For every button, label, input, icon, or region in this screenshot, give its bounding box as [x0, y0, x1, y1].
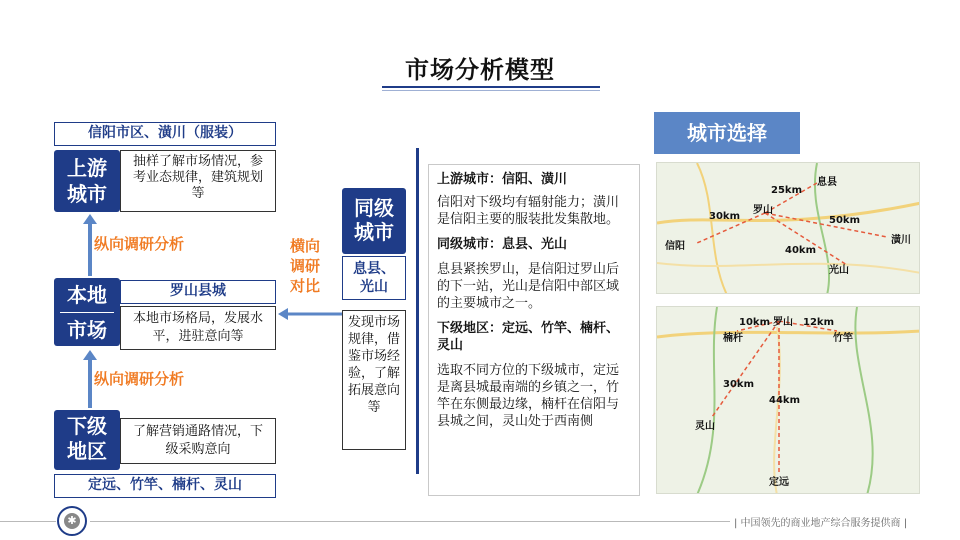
city-select-header: 城市选择	[654, 112, 800, 154]
vertical-analysis-label-bottom: 纵向调研分析	[94, 370, 185, 388]
map1-label-25km: 25km	[771, 185, 802, 196]
map1-label-50km: 50km	[829, 215, 860, 226]
map1-label-40km: 40km	[785, 245, 816, 256]
page-title: 市场分析模型	[405, 56, 555, 84]
local-tag-line2: 市场	[67, 318, 107, 342]
map2-label-dingyuan: 定远	[769, 477, 789, 488]
map-lower-level	[656, 306, 920, 494]
upstream-description: 抽样了解市场情况，参考业态规律，建筑规划等	[120, 150, 276, 212]
footer-line-left	[0, 521, 56, 522]
upstream-heading: 上游城市：信阳、潢川	[437, 172, 568, 187]
map2-label-lingshan: 灵山	[695, 421, 715, 432]
column-divider	[416, 148, 419, 474]
arrow-left-icon	[278, 304, 344, 324]
same-level-heading: 同级城市：息县、光山	[437, 237, 568, 252]
map2-label-nangan: 楠杆	[723, 333, 743, 344]
local-banner: 罗山县城	[120, 280, 276, 304]
upstream-tag: 上游 城市	[54, 150, 120, 212]
upstream-banner: 信阳市区、潢川（服装）	[54, 122, 276, 146]
map2-label-12km: 12km	[803, 317, 834, 328]
map-1-roads	[657, 163, 920, 294]
footer-logo-icon: ✱	[64, 513, 80, 529]
same-level-description: 发现市场规律，借鉴市场经验，了解拓展意向等	[342, 310, 406, 450]
map-upstream-same	[656, 162, 920, 294]
map2-label-luoshan: 罗山	[773, 317, 793, 328]
same-level-tag: 同级 城市	[342, 188, 406, 254]
lower-paragraph: 选取不同方位的下级城市，定远是离县城最南端的乡镇之一，竹竿在东侧最边缘，楠杆在信阳与县城之间，灵山处于西南侧	[437, 363, 620, 429]
lower-banner: 定远、竹竿、楠杆、灵山	[54, 474, 276, 498]
map2-label-10km: 10km	[739, 317, 770, 328]
footer-line-right	[90, 521, 730, 522]
title-underline-thin	[382, 90, 600, 91]
footer-logo	[57, 506, 87, 536]
map1-label-huangchuan: 潢川	[891, 235, 911, 246]
map1-label-30km: 30km	[709, 211, 740, 222]
map2-label-44km: 44km	[769, 395, 800, 406]
local-tag-line1: 本地	[67, 283, 107, 307]
title-underline	[382, 86, 600, 88]
same-level-cities: 息县、 光山	[342, 256, 406, 300]
footer-tagline: | 中国领先的商业地产综合服务提供商 |	[734, 518, 908, 529]
map1-label-xixian: 息县	[817, 177, 837, 188]
lower-tag: 下级 地区	[54, 410, 120, 470]
same-level-paragraph: 息县紧挨罗山，是信阳过罗山后的下一站，光山是信阳中部区域的主要城市之一。	[437, 262, 620, 311]
map1-label-xinyang: 信阳	[665, 241, 685, 252]
map2-label-30km: 30km	[723, 379, 754, 390]
text-panel	[428, 164, 640, 496]
upstream-paragraph: 信阳对下级均有辐射能力；潢川是信阳主要的服装批发集散地。	[437, 195, 620, 227]
vertical-analysis-label-top: 纵向调研分析	[94, 235, 185, 253]
lower-description: 了解营销通路情况，下级采购意向	[120, 418, 276, 464]
horizontal-analysis-label: 横向 调研 对比	[289, 237, 320, 295]
local-description: 本地市场格局，发展水平，进驻意向等	[120, 306, 276, 350]
map1-label-luoshan: 罗山	[753, 205, 773, 216]
lower-heading: 下级地区：定远、竹竿、楠杆、灵山	[437, 321, 620, 353]
map1-label-guangshan: 光山	[829, 265, 849, 276]
local-tag	[54, 278, 120, 346]
map2-label-zhugan: 竹竿	[833, 333, 853, 344]
local-tag-divider	[60, 312, 114, 313]
